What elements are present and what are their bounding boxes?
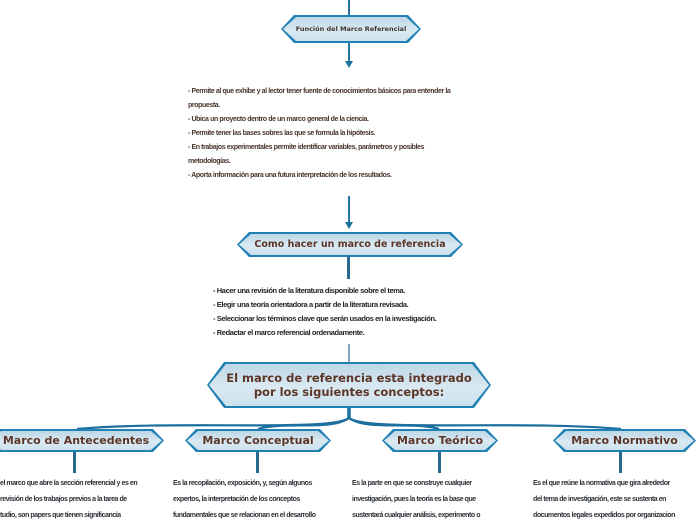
text-line: documentos legales expedidos por organizacion bbox=[533, 512, 675, 519]
node-label: Marco de Antecedentes bbox=[2, 433, 150, 447]
node-label bbox=[207, 362, 491, 408]
text-line: metodologías. bbox=[188, 158, 231, 165]
text-line: revisión de los trabajos previos a la tarea de bbox=[0, 496, 127, 503]
arrowhead-down-icon bbox=[345, 61, 353, 68]
arrowhead-down-icon bbox=[345, 222, 353, 229]
text-line: sustentará cualquier análisis, experimento o bbox=[352, 512, 481, 519]
node-marco-antecedentes[interactable] bbox=[0, 429, 164, 452]
connector-normativo-text bbox=[619, 452, 622, 473]
text-line: Es el que reúne la normativa que gira alrededor bbox=[533, 480, 670, 487]
text-line: - Seleccionar los términos clave que serán usados en la investigación. bbox=[213, 314, 437, 323]
connector-funcion-notes bbox=[348, 43, 350, 62]
text-line: investigación, pues la teoría es la base que bbox=[352, 496, 476, 503]
node-funcion-marco-referencial[interactable] bbox=[281, 15, 421, 43]
node-label: Marco Normativo bbox=[571, 433, 678, 447]
text-line: - Permite tener las bases sobres las que se formula la hipótesis. bbox=[188, 130, 376, 137]
node-label: Marco Conceptual bbox=[202, 433, 314, 447]
text-line: tudio, son papers que tienen significancia bbox=[0, 512, 121, 519]
node-label: Marco Teórico bbox=[396, 433, 484, 447]
conceptual-description-text[interactable] bbox=[173, 476, 345, 524]
text-line: fundamentales que se relacionan en el desarrollo bbox=[173, 512, 316, 519]
text-line: Es la recopilación, exposición, y, según algunos bbox=[173, 480, 312, 487]
connector-teorico-text bbox=[438, 452, 441, 473]
connector-antecedentes-text bbox=[73, 452, 76, 473]
connector-notes-comohacer bbox=[348, 196, 350, 223]
text-line: por los siguientes conceptos: bbox=[253, 385, 445, 399]
node-como-hacer[interactable] bbox=[237, 232, 463, 257]
text-line: el marco que abre la sección referencial y es en bbox=[0, 480, 138, 487]
node-integrado-conceptos[interactable] bbox=[207, 362, 491, 408]
node-marco-normativo[interactable] bbox=[553, 429, 696, 452]
text-line: propuesta. bbox=[188, 102, 220, 109]
teorico-description-text[interactable] bbox=[352, 476, 524, 524]
connector-steps-integrado bbox=[348, 344, 350, 363]
node-label: Como hacer un marco de referencia bbox=[254, 238, 446, 250]
connector-comohacer-steps bbox=[347, 256, 350, 279]
text-line: El marco de referencia esta integrado bbox=[226, 370, 472, 385]
node-marco-conceptual[interactable] bbox=[185, 429, 331, 452]
normativo-description-text[interactable] bbox=[533, 476, 697, 524]
text-line: - Elegir una teoría orientadora a partir de la literatura revisada. bbox=[213, 300, 409, 309]
text-line: - En trabajos experimentales permite identificar variables, parámetros y posibles bbox=[188, 144, 425, 151]
text-line: - Hacer una revisión de la literatura disponible sobre el tema. bbox=[213, 286, 405, 295]
text-line: - Ubica un proyecto dentro de un marco general de la ciencia. bbox=[188, 116, 369, 123]
antecedentes-description-text[interactable] bbox=[0, 476, 172, 524]
node-marco-teorico[interactable] bbox=[382, 429, 498, 452]
text-line: - Permite al que exhibe y al lector tener fuente de conocimientos básicos para entender la bbox=[188, 88, 451, 95]
text-line: del tema de investigación, este se sustenta en bbox=[533, 496, 666, 503]
text-line: expertos, la interpretación de los conceptos bbox=[173, 496, 300, 503]
text-line: - Aporta información para una futura interpretación de los resultados. bbox=[188, 172, 392, 179]
funcion-notes-text[interactable] bbox=[188, 85, 518, 183]
node-label: Función del Marco Referencial bbox=[295, 24, 407, 33]
text-line: Es la parte en que se construye cualquier bbox=[352, 480, 472, 487]
connector-parent bbox=[348, 0, 350, 16]
text-line: - Redactar el marco referencial ordenadamente. bbox=[213, 328, 365, 337]
connector-conceptual-text bbox=[256, 452, 259, 473]
como-hacer-steps-text[interactable] bbox=[213, 284, 493, 340]
